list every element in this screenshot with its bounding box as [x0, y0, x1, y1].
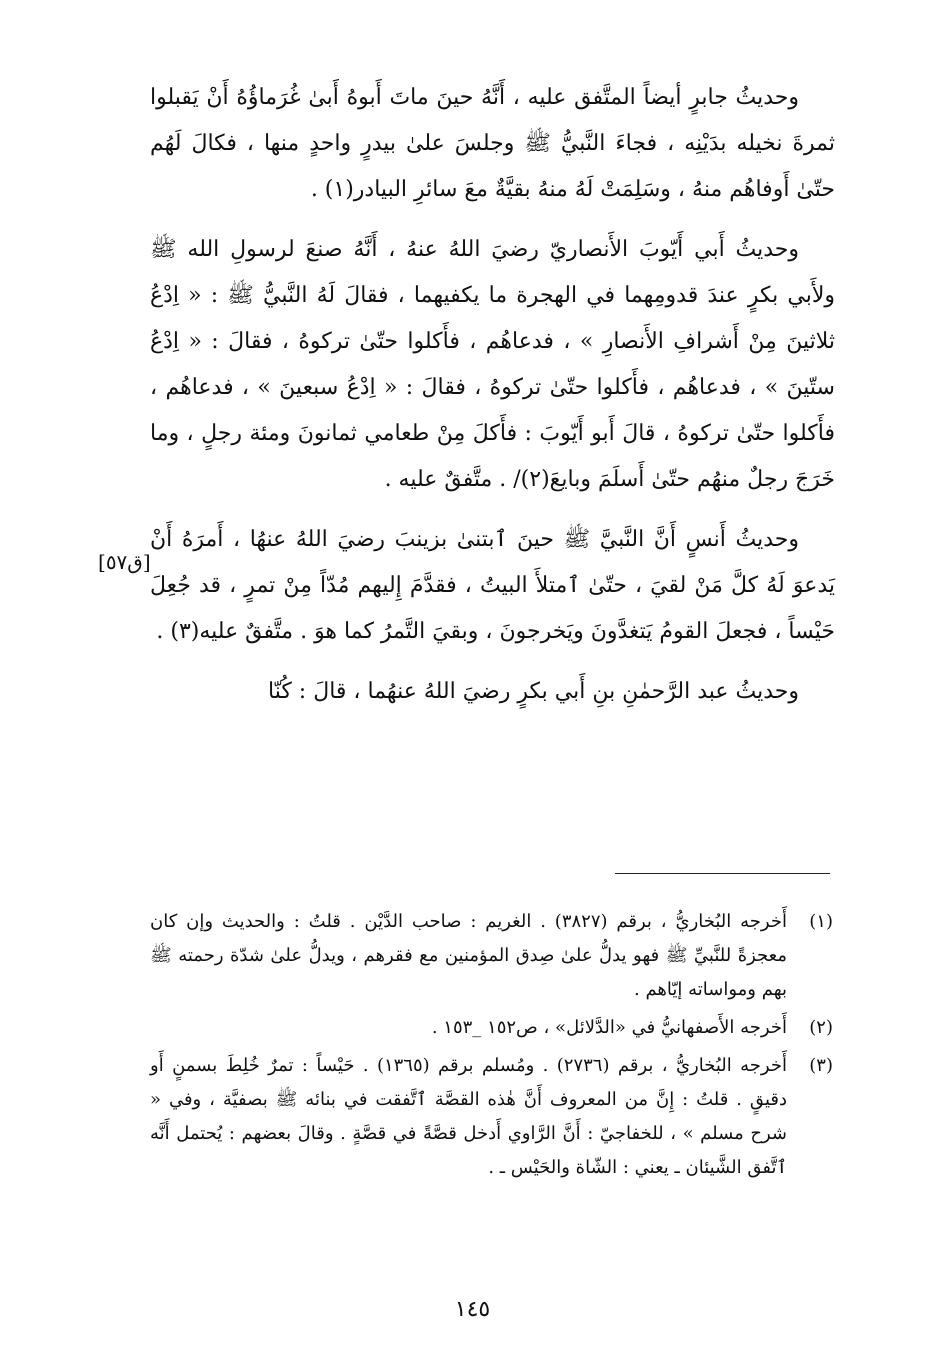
footnote-number: (٣) [809, 1055, 833, 1076]
paragraph-abdurrahman: وحديثُ عبد الرَّحمٰنِ بنِ أَبي بكرٍ رضيَ اللهُ عنهُما ، قالَ : كُنّا [268, 679, 799, 704]
paragraph-jabir: وحديثُ جابرٍ أيضاً المتَّفق عليه ، أَنَّهُ حينَ ماتَ أَبوهُ أَبىٰ غُرَماؤُهُ أَنْ يَقبلوا ثمرةَ نخيله بدَيْنِه ، فجاءَ النَّبيُّ ﷺ وجلسَ علىٰ بيدرٍ واحدٍ منها ، فكالَ لَهُم حتّىٰ أَوفاهُم منهُ ، وسَلِمَتْ لَهُ منهُ بقيَّةٌ معَ سائرِ البيادر(١) . [150, 85, 835, 202]
footnote-divider [615, 873, 830, 874]
footnotes [150, 905, 833, 1189]
footnote-1 [150, 905, 833, 1007]
footnote-number: (١) [809, 911, 833, 932]
main-text [150, 75, 835, 729]
footnote-text: أَخرجه البُخاريُّ ، برقم (٣٨٢٧) . الغريم : صاحب الدَّيْن . قلتُ : والحديث وإن كان معجزةً للنَّبيِّ ﷺ فهو يدلُّ علىٰ صِدق المؤمنين مع فقرهم ، ويدلُّ علىٰ شدّة رحمته ﷺ بهم ومواساته إيّاهم . [150, 911, 787, 1000]
footnote-3 [150, 1049, 833, 1185]
footnote-text: أَخرجه الأَصفهانيُّ في «الدَّلائل» ، ص١٥٢ _١٥٣ . [431, 1017, 787, 1038]
page-number: ١٤٥ [454, 1297, 491, 1322]
footnote-text: أَخرجه البُخاريُّ ، برقم (٢٧٣٦) . ومُسلم برقم (١٣٦٥) . حَيْساً : تمرٌ خُلِطَ بسمنٍ أَو دقيقٍ . قلتُ : إِنَّ من المعروف أَنَّ هٰذه القصَّة ٱتَّفقت في بنائه ﷺ بصفيَّة ، وفي « شرح مسلم » ، للخفاجيّ : أَنَّ الرَّاوي أَدخل قصَّةً في قصَّةٍ . وقالَ بعضهم : يُحتمل أَنَّه ٱتَّفق الشَّيئان ـ يعني : الشّاة والحَيْس ـ . [150, 1055, 787, 1178]
footnote-2 [150, 1011, 833, 1045]
paragraph-anas: وحديثُ أَنسٍ أَنَّ النَّبيَّ ﷺ حينَ ٱبتنىٰ بزينبَ رضيَ اللهُ عنهُا ، أَمرَهُ أَنْ يَدعوَ لَهُ كلَّ مَنْ لقيَ ، حتّىٰ ٱمتلأَ البيتُ ، فقدَّمَ إِليهم مُدّاً مِنْ تمرٍ ، قد جُعِلَ حَيْساً ، فجعلَ القومُ يَتغدَّونَ ويَخرجونَ ، وبقيَ التَّمرُ كما هوَ . متَّفقٌ عليه(٣) . [150, 527, 835, 644]
paragraph-abu-ayyub: وحديثُ أَبي أَيّوبَ الأَنصاريّ رضيَ اللهُ عنهُ ، أَنَّهُ صنعَ لرسولِ الله ﷺ ولأَبي بكرٍ عندَ قدومِهما في الهجرة ما يكفيهما ، فقالَ لَهُ النَّبيُّ ﷺ : « اِدْعُ ثلاثينَ مِنْ أَشرافِ الأَنصارِ » ، فدعاهُم ، فأَكلوا حتّىٰ تركوهُ ، فقالَ : « اِدْعُ ستّينَ » ، فدعاهُم ، فأَكلوا حتّىٰ تركوهُ ، فقالَ : « اِدْعُ سبعينَ » ، فدعاهُم ، فأَكلوا حتّىٰ تركوهُ ، قالَ أَبو أَيّوبَ : فأَكلَ مِنْ طعامي ثمانونَ ومئة رجلٍ ، وما خَرَجَ رجلٌ منهُم حتّىٰ أَسلَمَ وبايعَ(٢)/ . متَّفقٌ عليه . [150, 237, 835, 492]
footnote-number: (٢) [809, 1017, 833, 1038]
manuscript-folio-marker: [ق٥٧] [98, 550, 151, 574]
